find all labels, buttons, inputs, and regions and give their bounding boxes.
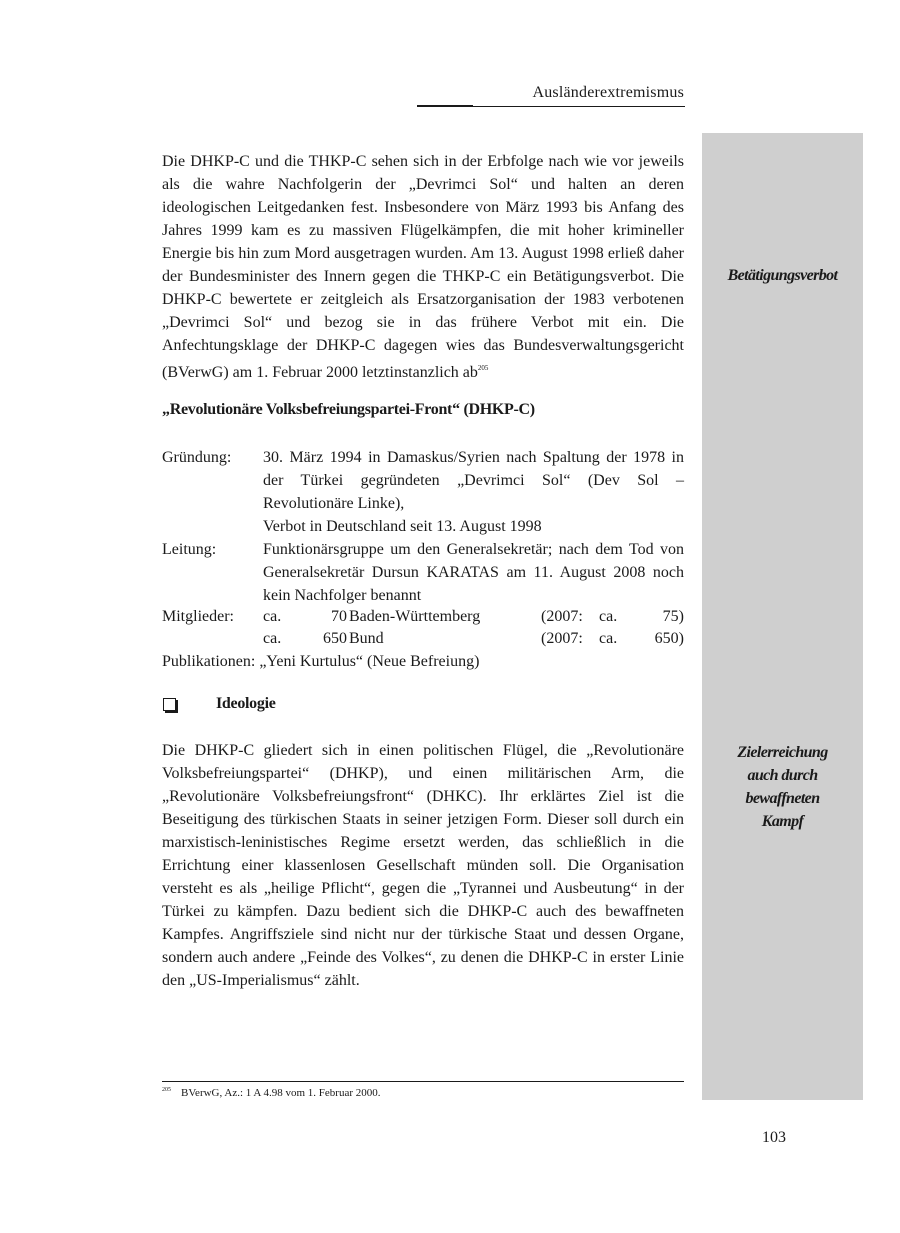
members-count: 70	[331, 608, 347, 625]
footnote-text: BVerwG, Az.: 1 A 4.98 vom 1. Februar 2000.	[181, 1087, 381, 1099]
running-header-title: Ausländerextremismus	[532, 84, 684, 101]
margin-note-line: Kampf	[761, 813, 804, 830]
footnote-rule	[162, 1081, 684, 1082]
margin-note-betaetigungsverbot: Betätigungsverbot	[727, 267, 838, 284]
margin-note-line: bewaffneten	[745, 790, 820, 807]
margin-note-line: auch durch	[747, 767, 818, 784]
members-row-bw	[162, 605, 684, 628]
members-prev-year: (2007:	[541, 630, 583, 647]
fact-founding-ban: Verbot in Deutschland seit 13. August 1998	[263, 518, 542, 535]
fact-founding-label: Gründung:	[162, 449, 232, 466]
fact-founding	[162, 446, 684, 538]
page-number: 103	[762, 1129, 786, 1146]
fact-publications	[162, 650, 684, 673]
fact-leadership	[162, 538, 684, 607]
members-prev-ca: ca.	[599, 630, 618, 647]
section-title: „Revolutionäre Volksbefreiungspartei-Front“ (DHKP-C)	[162, 401, 535, 418]
fact-leadership-value: Funktionärsgruppe um den Generalsekretär; nach dem Tod von Generalsekretär Dursun KARATAS am 11. August 2008 noch kein Nachfolger benannt	[263, 541, 684, 604]
header-rule	[417, 106, 685, 107]
members-prev-count: 650)	[654, 630, 684, 647]
members-row-bund	[162, 627, 684, 650]
ideology-paragraph-text: Die DHKP-C gliedert sich in einen politischen Flügel, die „Revolutionäre Volksbefreiungspartei“ (DHKP), und einen militärischen Arm, die „Revolutionäre Volksbefreiungsfront“ (DHKC). Ihr erklärtes Ziel ist die Beseitigung des türkischen Staats in seiner jetzigen Form. Dieser soll durch ein marxistisch-leninistisches Regime ersetzt werden, das schließlich in die Errichtung einer klassenlosen Gesellschaft münden soll. Die Organisation versteht es als „heilige Pflicht“, gegen die „Tyrannei und Ausbeutung“ in der Türkei zu kämpfen. Dazu bedient sich die DHKP-C auch des bewaffneten Kampfes. Angriffsziele sind nicht nur der türkische Staat und dessen Organe, sondern auch andere „Feinde des Volkes“, zu denen die DHKP-C in erster Linie den „US-Imperialismus“ zählt.	[162, 742, 684, 989]
fact-founding-text: 30. März 1994 in Damaskus/Syrien nach Spaltung der 1978 in der Türkei gegründeten „Devrimci Sol“ (Dev Sol – Revolutionäre Linke),	[263, 449, 684, 512]
fact-publications-label: Publikationen:	[162, 653, 256, 670]
ideology-paragraph	[162, 739, 684, 992]
members-region: Bund	[349, 630, 384, 647]
footnote	[162, 1087, 381, 1099]
members-label: Mitglieder:	[162, 608, 234, 625]
intro-paragraph	[162, 150, 684, 384]
members-count: 650	[323, 630, 347, 647]
margin-note-line: Zielerreichung	[737, 744, 828, 761]
footnote-reference: 205	[477, 364, 489, 372]
members-ca: ca.	[263, 608, 282, 625]
members-prev-ca: ca.	[599, 608, 618, 625]
intro-paragraph-text: Die DHKP-C und die THKP-C sehen sich in der Erbfolge nach wie vor jeweils als die wahre Nachfolgerin der „Devrimci Sol“ und halten an deren ideologischen Leitgedanken fest. Insbesondere von März 1993 bis Anfang des Jahres 1999 kam es zu massiven Flügelkämpfen, die mit hoher krimineller Energie bis hin zum Mord ausgetragen wurden. Am 13. August 1998 erließ daher der Bundesminister des Innern gegen die THKP-C ein Betätigungsverbot. Die DHKP-C bewertete er zeitgleich als Ersatzorganisation der 1983 verbotenen „Devrimci Sol“ und bezog sie in das frühere Verbot mit ein. Die Anfechtungsklage der DHKP-C dagegen wies das Bundesverwaltungsgericht (BVerwG) am 1. Februar 2000 letztinstanzlich ab	[162, 153, 684, 381]
ideology-checkbox-icon	[163, 698, 176, 711]
ideology-heading: Ideologie	[216, 695, 276, 712]
members-prev-year: (2007:	[541, 608, 583, 625]
members-prev-count: 75)	[662, 608, 684, 625]
fact-founding-value	[263, 446, 684, 538]
members-ca: ca.	[263, 630, 282, 647]
footnote-number: 205	[162, 1087, 171, 1093]
margin-note-zielerreichung	[702, 741, 863, 833]
members-region: Baden-Württemberg	[349, 608, 481, 625]
fact-leadership-label: Leitung:	[162, 541, 217, 558]
fact-publications-value: „Yeni Kurtulus“ (Neue Befreiung)	[259, 653, 480, 670]
